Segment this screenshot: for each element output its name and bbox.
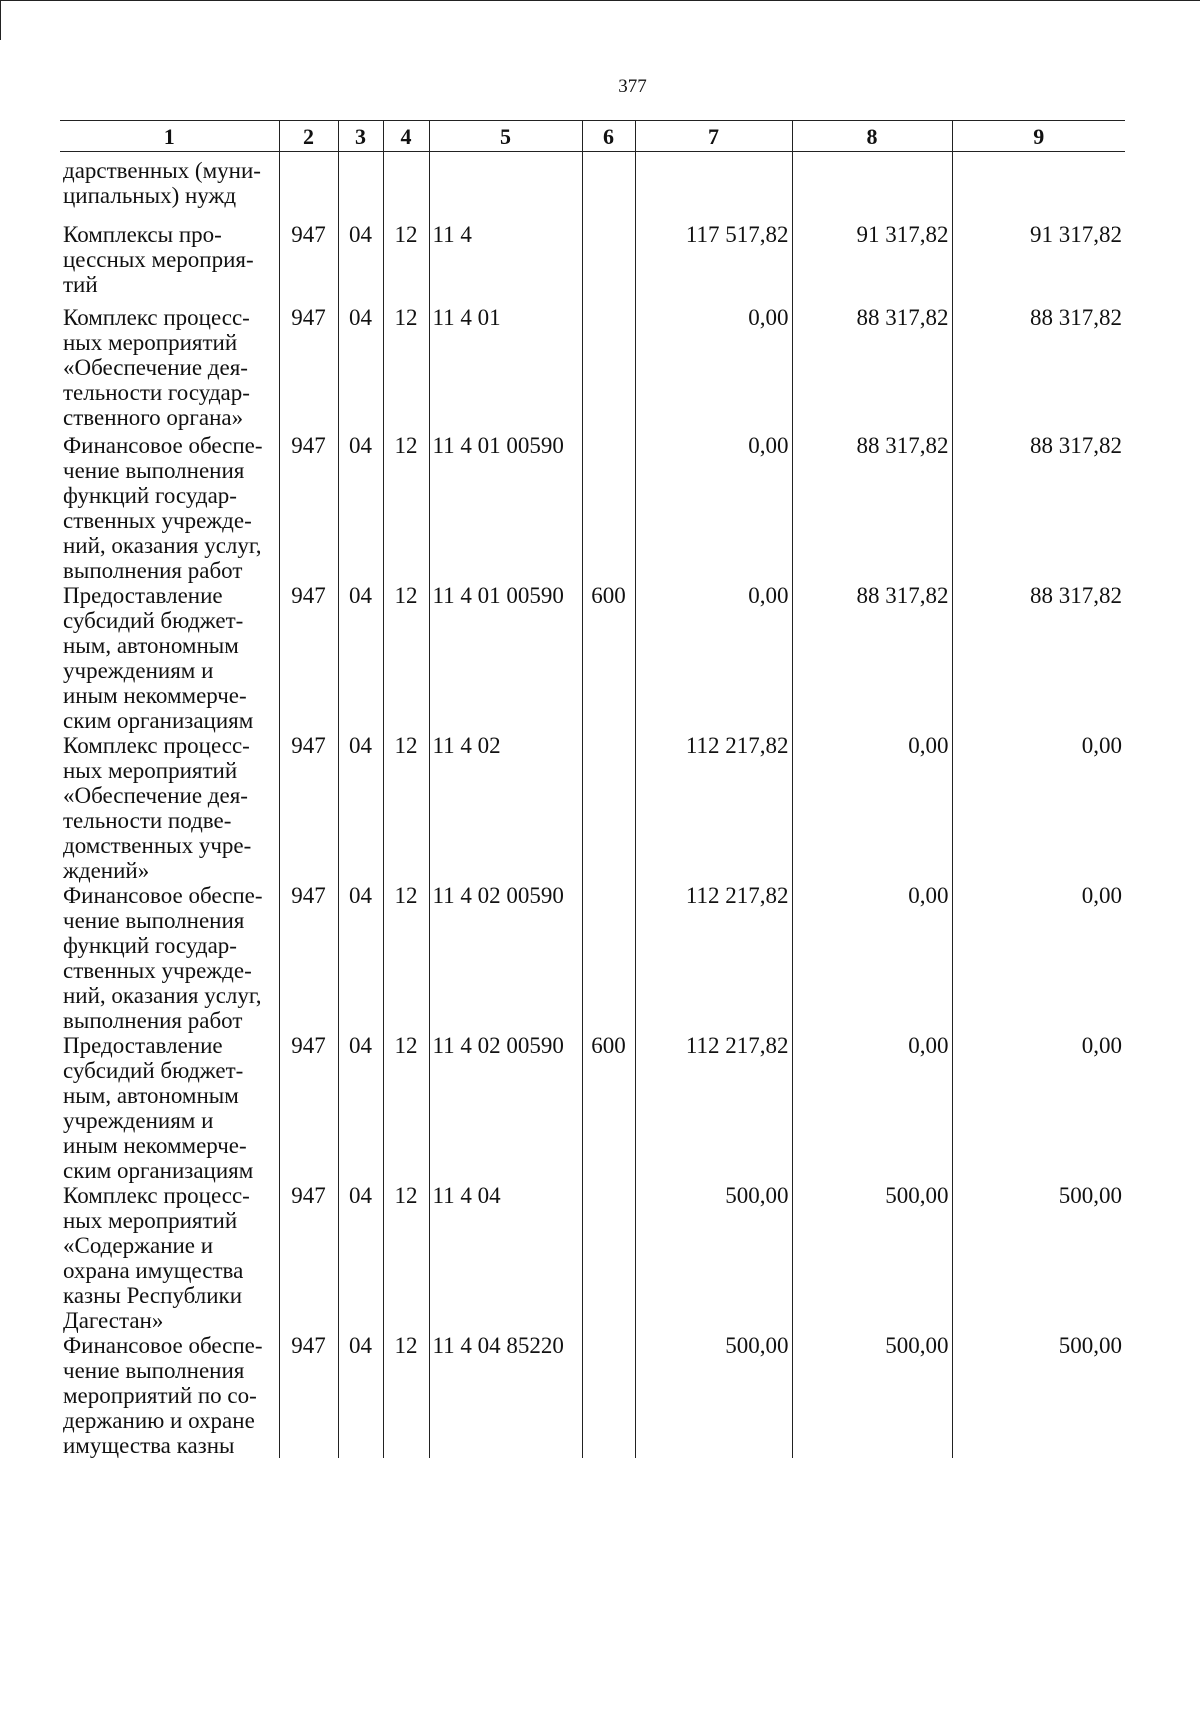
row-name-line: Финансовое обеспе- [63,1332,263,1358]
cell-col-4: 12 [383,1033,429,1183]
row-name-line: тельности подве- [63,807,232,833]
row-name-line: держанию и охране [63,1407,255,1433]
page-frame-top [0,0,1200,1]
cell-col-9: 88 317,82 [952,433,1125,583]
row-name-line: дарственных (муни- [63,158,261,183]
cell-col-9 [952,152,1125,222]
cell-col-5: 11 4 [429,222,582,305]
cell-col-3: 04 [338,583,383,733]
row-name-line: Комплекс процесс- [63,732,250,758]
row-name-line: ных мероприятий [63,1207,238,1233]
row-name-line: иным некоммерче- [63,1132,247,1158]
column-header-4: 4 [383,121,429,152]
row-name [60,152,279,222]
row-name-line: ных мероприятий [63,329,238,355]
row-name-line: выполнения работ [63,557,243,583]
cell-col-8: 91 317,82 [792,222,952,305]
row-name-line: тельности государ- [63,379,250,405]
cell-col-2: 947 [279,1183,338,1333]
cell-col-4: 12 [383,733,429,883]
row-name [60,305,279,433]
cell-col-6 [582,1183,635,1333]
row-name-line: ных мероприятий [63,757,238,783]
cell-col-7 [635,152,792,222]
cell-col-7: 117 517,82 [635,222,792,305]
cell-col-2: 947 [279,305,338,433]
cell-col-4: 12 [383,1333,429,1458]
cell-col-8: 88 317,82 [792,583,952,733]
cell-col-2: 947 [279,433,338,583]
cell-col-7: 112 217,82 [635,1033,792,1183]
cell-col-2: 947 [279,222,338,305]
cell-col-8: 0,00 [792,1033,952,1183]
cell-col-5: 11 4 02 [429,733,582,883]
cell-col-5: 11 4 01 00590 [429,583,582,733]
cell-col-6 [582,1333,635,1458]
row-name-line: Комплекс процесс- [63,1182,250,1208]
column-header-6: 6 [582,121,635,152]
row-name-line: «Содержание и [63,1232,214,1258]
row-name-line: ственных учрежде- [63,507,252,533]
table-row [60,583,1125,733]
cell-col-9: 0,00 [952,1033,1125,1183]
row-name-line: чение выполнения [63,907,245,933]
cell-col-9: 500,00 [952,1333,1125,1458]
cell-col-7: 0,00 [635,305,792,433]
table-row [60,1183,1125,1333]
row-name-line: функций государ- [63,482,237,508]
cell-col-5: 11 4 01 [429,305,582,433]
table-row [60,222,1125,305]
row-name-line: Финансовое обеспе- [63,882,263,908]
cell-col-3: 04 [338,1033,383,1183]
cell-col-6: 600 [582,1033,635,1183]
cell-col-9: 88 317,82 [952,583,1125,733]
cell-col-8: 0,00 [792,733,952,883]
row-name-line: субсидий бюджет- [63,1057,244,1083]
cell-col-4 [383,152,429,222]
cell-col-3: 04 [338,222,383,305]
row-name-line: ждений» [63,857,150,883]
table-row [60,733,1125,883]
column-header-7: 7 [635,121,792,152]
cell-col-5: 11 4 04 [429,1183,582,1333]
cell-col-2: 947 [279,883,338,1033]
cell-col-7: 0,00 [635,583,792,733]
row-name-line: охрана имущества [63,1257,244,1283]
page-number: 377 [618,76,647,97]
cell-col-2: 947 [279,1333,338,1458]
cell-col-6 [582,883,635,1033]
row-name-line: иным некоммерче- [63,682,247,708]
row-name-line: учреждениям и [63,1107,214,1133]
cell-col-3: 04 [338,733,383,883]
row-name-line: «Обеспечение дея- [63,354,248,380]
row-name [60,1333,279,1458]
cell-col-3: 04 [338,883,383,1033]
cell-col-3 [338,152,383,222]
row-name-line: ний, оказания услуг, [63,982,262,1008]
column-header-3: 3 [338,121,383,152]
cell-col-9: 0,00 [952,733,1125,883]
cell-col-8 [792,152,952,222]
cell-col-8: 88 317,82 [792,433,952,583]
cell-col-9: 88 317,82 [952,305,1125,433]
cell-col-8: 500,00 [792,1333,952,1458]
cell-col-2: 947 [279,733,338,883]
cell-col-7: 112 217,82 [635,733,792,883]
row-name-line: выполнения работ [63,1007,243,1033]
row-name [60,433,279,583]
row-name-line: казны Республики [63,1282,243,1308]
cell-col-2: 947 [279,1033,338,1183]
row-name-line: ственных учрежде- [63,957,252,983]
cell-col-3: 04 [338,433,383,583]
table-row [60,883,1125,1033]
cell-col-7: 500,00 [635,1183,792,1333]
row-name-line: Комплексы про- [63,221,222,247]
row-name-line: Дагестан» [63,1307,164,1333]
row-name-line: имущества казны [63,1432,235,1458]
table-header [60,121,1125,152]
cell-col-6 [582,433,635,583]
cell-col-4: 12 [383,222,429,305]
row-name-line: Комплекс процесс- [63,304,250,330]
row-name-line: ципальных) нужд [63,183,237,208]
cell-col-5 [429,152,582,222]
cell-col-7: 0,00 [635,433,792,583]
cell-col-4: 12 [383,1183,429,1333]
page-frame-left [0,0,1,40]
row-name-line: чение выполнения [63,1357,245,1383]
row-name [60,583,279,733]
cell-col-6 [582,733,635,883]
cell-col-6: 600 [582,583,635,733]
row-name [60,1033,279,1183]
table-row [60,1033,1125,1183]
cell-col-6 [582,222,635,305]
cell-col-4: 12 [383,883,429,1033]
cell-col-5: 11 4 01 00590 [429,433,582,583]
cell-col-6 [582,152,635,222]
row-name [60,222,279,305]
cell-col-8: 0,00 [792,883,952,1033]
row-name [60,1183,279,1333]
cell-col-2 [279,152,338,222]
row-name [60,733,279,883]
row-name-line: Предоставление [63,1032,223,1058]
table-row [60,433,1125,583]
cell-col-4: 12 [383,305,429,433]
cell-col-8: 500,00 [792,1183,952,1333]
row-name-line: цессных мероприя- [63,246,254,272]
column-header-1: 1 [60,121,279,152]
cell-col-9: 91 317,82 [952,222,1125,305]
cell-col-5: 11 4 02 00590 [429,883,582,1033]
table-row [60,1333,1125,1458]
cell-col-5: 11 4 02 00590 [429,1033,582,1183]
cell-col-3: 04 [338,305,383,433]
cell-col-6 [582,305,635,433]
cell-col-9: 500,00 [952,1183,1125,1333]
row-name-line: мероприятий по со- [63,1382,257,1408]
row-name-line: ний, оказания услуг, [63,532,262,558]
cell-col-7: 112 217,82 [635,883,792,1033]
table-body [60,152,1125,1458]
table-row [60,305,1125,433]
row-name-line: тий [63,271,98,297]
cell-col-5: 11 4 04 85220 [429,1333,582,1458]
row-name-line: субсидий бюджет- [63,607,244,633]
row-name-line: чение выполнения [63,457,245,483]
cell-col-3: 04 [338,1333,383,1458]
row-name-line: домственных учре- [63,832,252,858]
cell-col-8: 88 317,82 [792,305,952,433]
row-name-line: ским организациям [63,707,254,733]
row-name-line: Предоставление [63,582,223,608]
row-name [60,883,279,1033]
row-name-line: функций государ- [63,932,237,958]
table-row [60,152,1125,222]
row-name-line: «Обеспечение дея- [63,782,248,808]
cell-col-4: 12 [383,583,429,733]
row-name-line: ским организациям [63,1157,254,1183]
cell-col-9: 0,00 [952,883,1125,1033]
budget-table [60,120,1125,1458]
row-name-line: ственного органа» [63,404,244,430]
row-name-line: ным, автономным [63,632,239,658]
cell-col-3: 04 [338,1183,383,1333]
column-header-9: 9 [952,121,1125,152]
row-name-line: учреждениям и [63,657,214,683]
column-header-2: 2 [279,121,338,152]
cell-col-7: 500,00 [635,1333,792,1458]
column-header-5: 5 [429,121,582,152]
row-name-line: Финансовое обеспе- [63,432,263,458]
row-name-line: ным, автономным [63,1082,239,1108]
cell-col-4: 12 [383,433,429,583]
cell-col-2: 947 [279,583,338,733]
column-header-8: 8 [792,121,952,152]
